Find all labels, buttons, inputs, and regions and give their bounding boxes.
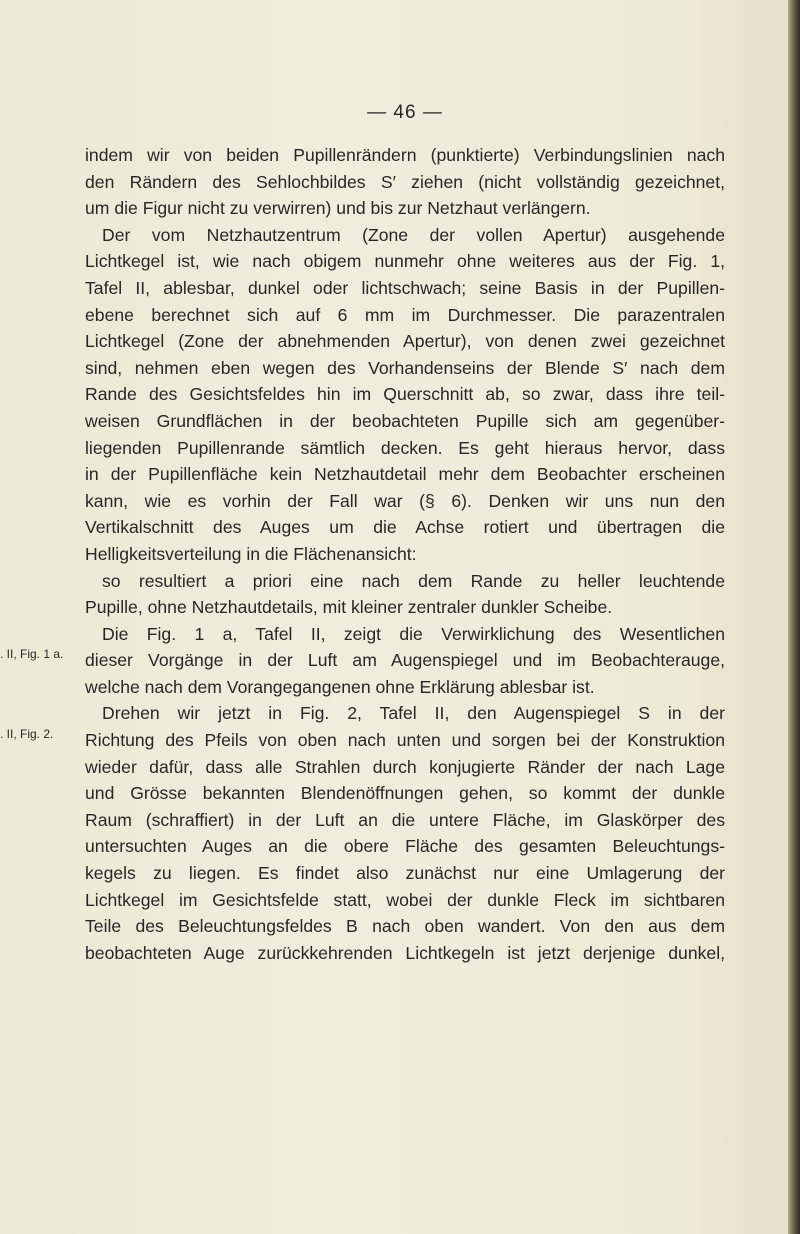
text-line: Rande des Gesichtsfeldes hin im Querschnitt ab, so zwar, dass ihre teil- (85, 384, 725, 405)
page-number: — 46 — (367, 102, 443, 123)
text-line: kann, wie es vorhin der Fall war (§ 6). Denken wir uns nun den (85, 490, 725, 511)
text-line: untersuchten Auges an die obere Fläche des gesamten Beleuchtungs- (85, 836, 725, 857)
text-line: Richtung des Pfeils von oben nach unten und sorgen bei der Konstruktion (85, 730, 725, 751)
text-line: ebene berechnet sich auf 6 mm im Durchmesser. Die parazentralen (85, 304, 725, 325)
paragraph-start-line: Drehen wir jetzt in Fig. 2, Tafel II, den Augenspiegel S in der (102, 703, 725, 724)
text-line: dieser Vorgänge in der Luft am Augenspiegel und im Beobachterauge, (85, 650, 725, 671)
text-line: Teile des Beleuchtungsfeldes B nach oben wandert. Von den aus dem (85, 916, 725, 937)
paragraph-start-line: so resultiert a priori eine nach dem Rande zu heller leuchtende (102, 570, 725, 591)
text-line: kegels zu liegen. Es findet also zunächst nur eine Umlagerung der (85, 863, 725, 884)
text-line: sind, nehmen eben wegen des Vorhandenseins der Blende S′ nach dem (85, 357, 725, 378)
text-line: Pupille, ohne Netzhautdetails, mit kleiner zentraler dunkler Scheibe. (85, 597, 613, 618)
text-line: Lichtkegel (Zone der abnehmenden Apertur), von denen zwei gezeichnet (85, 331, 725, 352)
book-spine-edge (788, 0, 800, 1234)
text-line: Raum (schraffiert) in der Luft an die untere Fläche, im Glaskörper des (85, 809, 725, 830)
text-line: beobachteten Auge zurückkehrenden Lichtkegeln ist jetzt derjenige dunkel, (85, 942, 725, 963)
text-line: den Rändern des Sehlochbildes S′ ziehen (nicht vollständig gezeichnet, (85, 171, 725, 192)
text-line: um die Figur nicht zu verwirren) und bis zur Netzhaut verlängern. (85, 198, 591, 219)
text-line: Vertikalschnitt des Auges um die Achse rotiert und übertragen die (85, 517, 725, 538)
text-line: Lichtkegel ist, wie nach obigem nunmehr ohne weiteres aus der Fig. 1, (85, 251, 725, 272)
text-line: in der Pupillenfläche kein Netzhautdetail mehr dem Beobachter erscheinen (85, 464, 725, 485)
text-line: liegenden Pupillenrande sämtlich decken. Es geht hieraus hervor, dass (85, 437, 725, 458)
margin-note-fig-2: . II, Fig. 2. (0, 727, 54, 741)
text-line: weisen Grundflächen in der beobachteten Pupille sich am gegenüber- (85, 410, 725, 431)
text-line: Helligkeitsverteilung in die Flächenansicht: (85, 543, 417, 564)
body-text (85, 142, 725, 966)
text-line: wieder dafür, dass alle Strahlen durch konjugierte Ränder der nach Lage (85, 756, 725, 777)
paragraph-start-line: Der vom Netzhautzentrum (Zone der vollen Apertur) ausgehende (102, 224, 725, 245)
paragraph-start-line: Die Fig. 1 a, Tafel II, zeigt die Verwirklichung des Wesentlichen (102, 623, 725, 644)
text-line: indem wir von beiden Pupillenrändern (punktierte) Verbindungslinien nach (85, 145, 725, 165)
text-line: Tafel II, ablesbar, dunkel oder lichtschwach; seine Basis in der Pupillen- (85, 277, 725, 298)
text-line: welche nach dem Vorangegangenen ohne Erklärung ablesbar ist. (85, 676, 595, 697)
margin-note-fig-1a: . II, Fig. 1 a. (0, 647, 64, 661)
text-line: Lichtkegel im Gesichtsfelde statt, wobei der dunkle Fleck im sichtbaren (85, 889, 725, 910)
text-line: und Grösse bekannten Blendenöffnungen gehen, so kommt der dunkle (85, 783, 725, 804)
